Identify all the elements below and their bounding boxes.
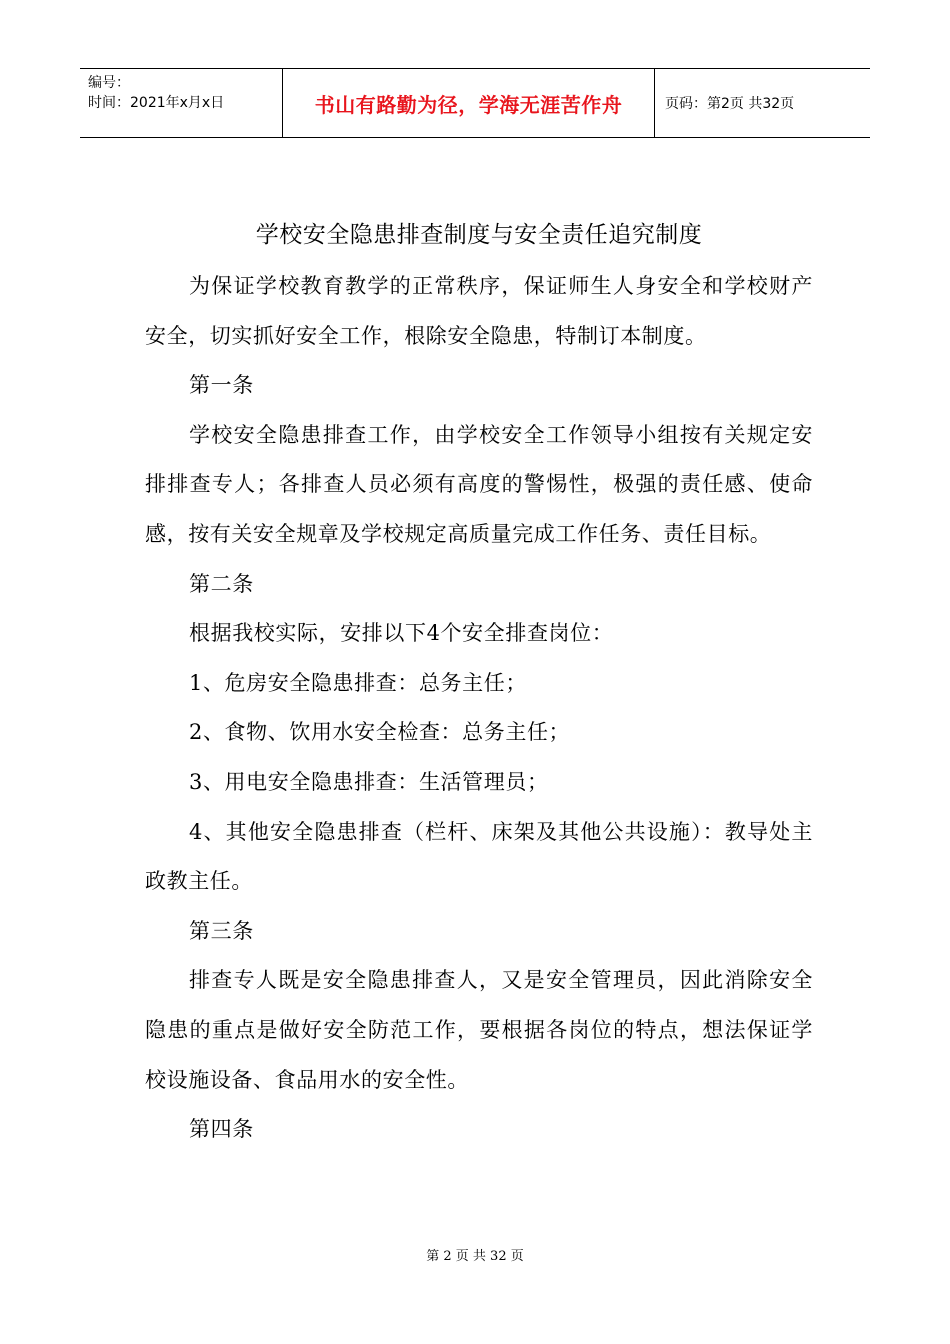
document-title: 学校安全隐患排查制度与安全责任追究制度 <box>255 222 703 248</box>
page-header <box>80 68 870 138</box>
header-motto: 书山有路勤为径，学海无涯苦作舟 <box>314 92 623 117</box>
header-right-cell <box>655 69 870 137</box>
header-page-info: 页码：第2页 共32页 <box>665 96 795 112</box>
article-heading-4: 第四条 <box>189 1117 254 1142</box>
article-heading-1: 第一条 <box>189 373 254 398</box>
list-item: 4、其他安全隐患排查（栏杆、床架及其他公共设施）：教导处主政教主任。 <box>145 819 813 894</box>
header-left-cell <box>80 69 282 137</box>
article-heading-2: 第二条 <box>189 571 254 596</box>
document-date: 时间：2021年x月x日 <box>88 95 225 111</box>
article-2-text: 根据我校实际，安排以下4个安全排查岗位： <box>189 621 614 646</box>
list-item: 3、用电安全隐患排查：生活管理员； <box>189 769 549 794</box>
article-1-text: 学校安全隐患排查工作，由学校安全工作领导小组按有关规定安排排查专人；各排查人员必须有高度的警惕性，极强的责任感、使命感，按有关安全规章及学校规定高质量完成工作任务、责任目标。 <box>145 422 813 546</box>
paragraph-intro: 为保证学校教育教学的正常秩序，保证师生人身安全和学校财产安全，切实抓好安全工作，根除安全隐患，特制订本制度。 <box>145 274 813 348</box>
document-body <box>145 212 813 1155</box>
header-middle-cell <box>282 69 655 137</box>
article-heading-3: 第三条 <box>189 918 254 943</box>
page-footer: 第 2 页 共 32 页 <box>426 1249 524 1264</box>
list-item: 2、食物、饮用水安全检查：总务主任； <box>189 720 571 745</box>
document-number-label: 编号： <box>88 75 130 91</box>
article-3-text: 排查专人既是安全隐患排查人，又是安全管理员，因此消除安全隐患的重点是做好安全防范工作，要根据各岗位的特点，想法保证学校设施设备、食品用水的安全性。 <box>145 968 813 1092</box>
list-item: 1、危房安全隐患排查：总务主任； <box>189 670 527 695</box>
